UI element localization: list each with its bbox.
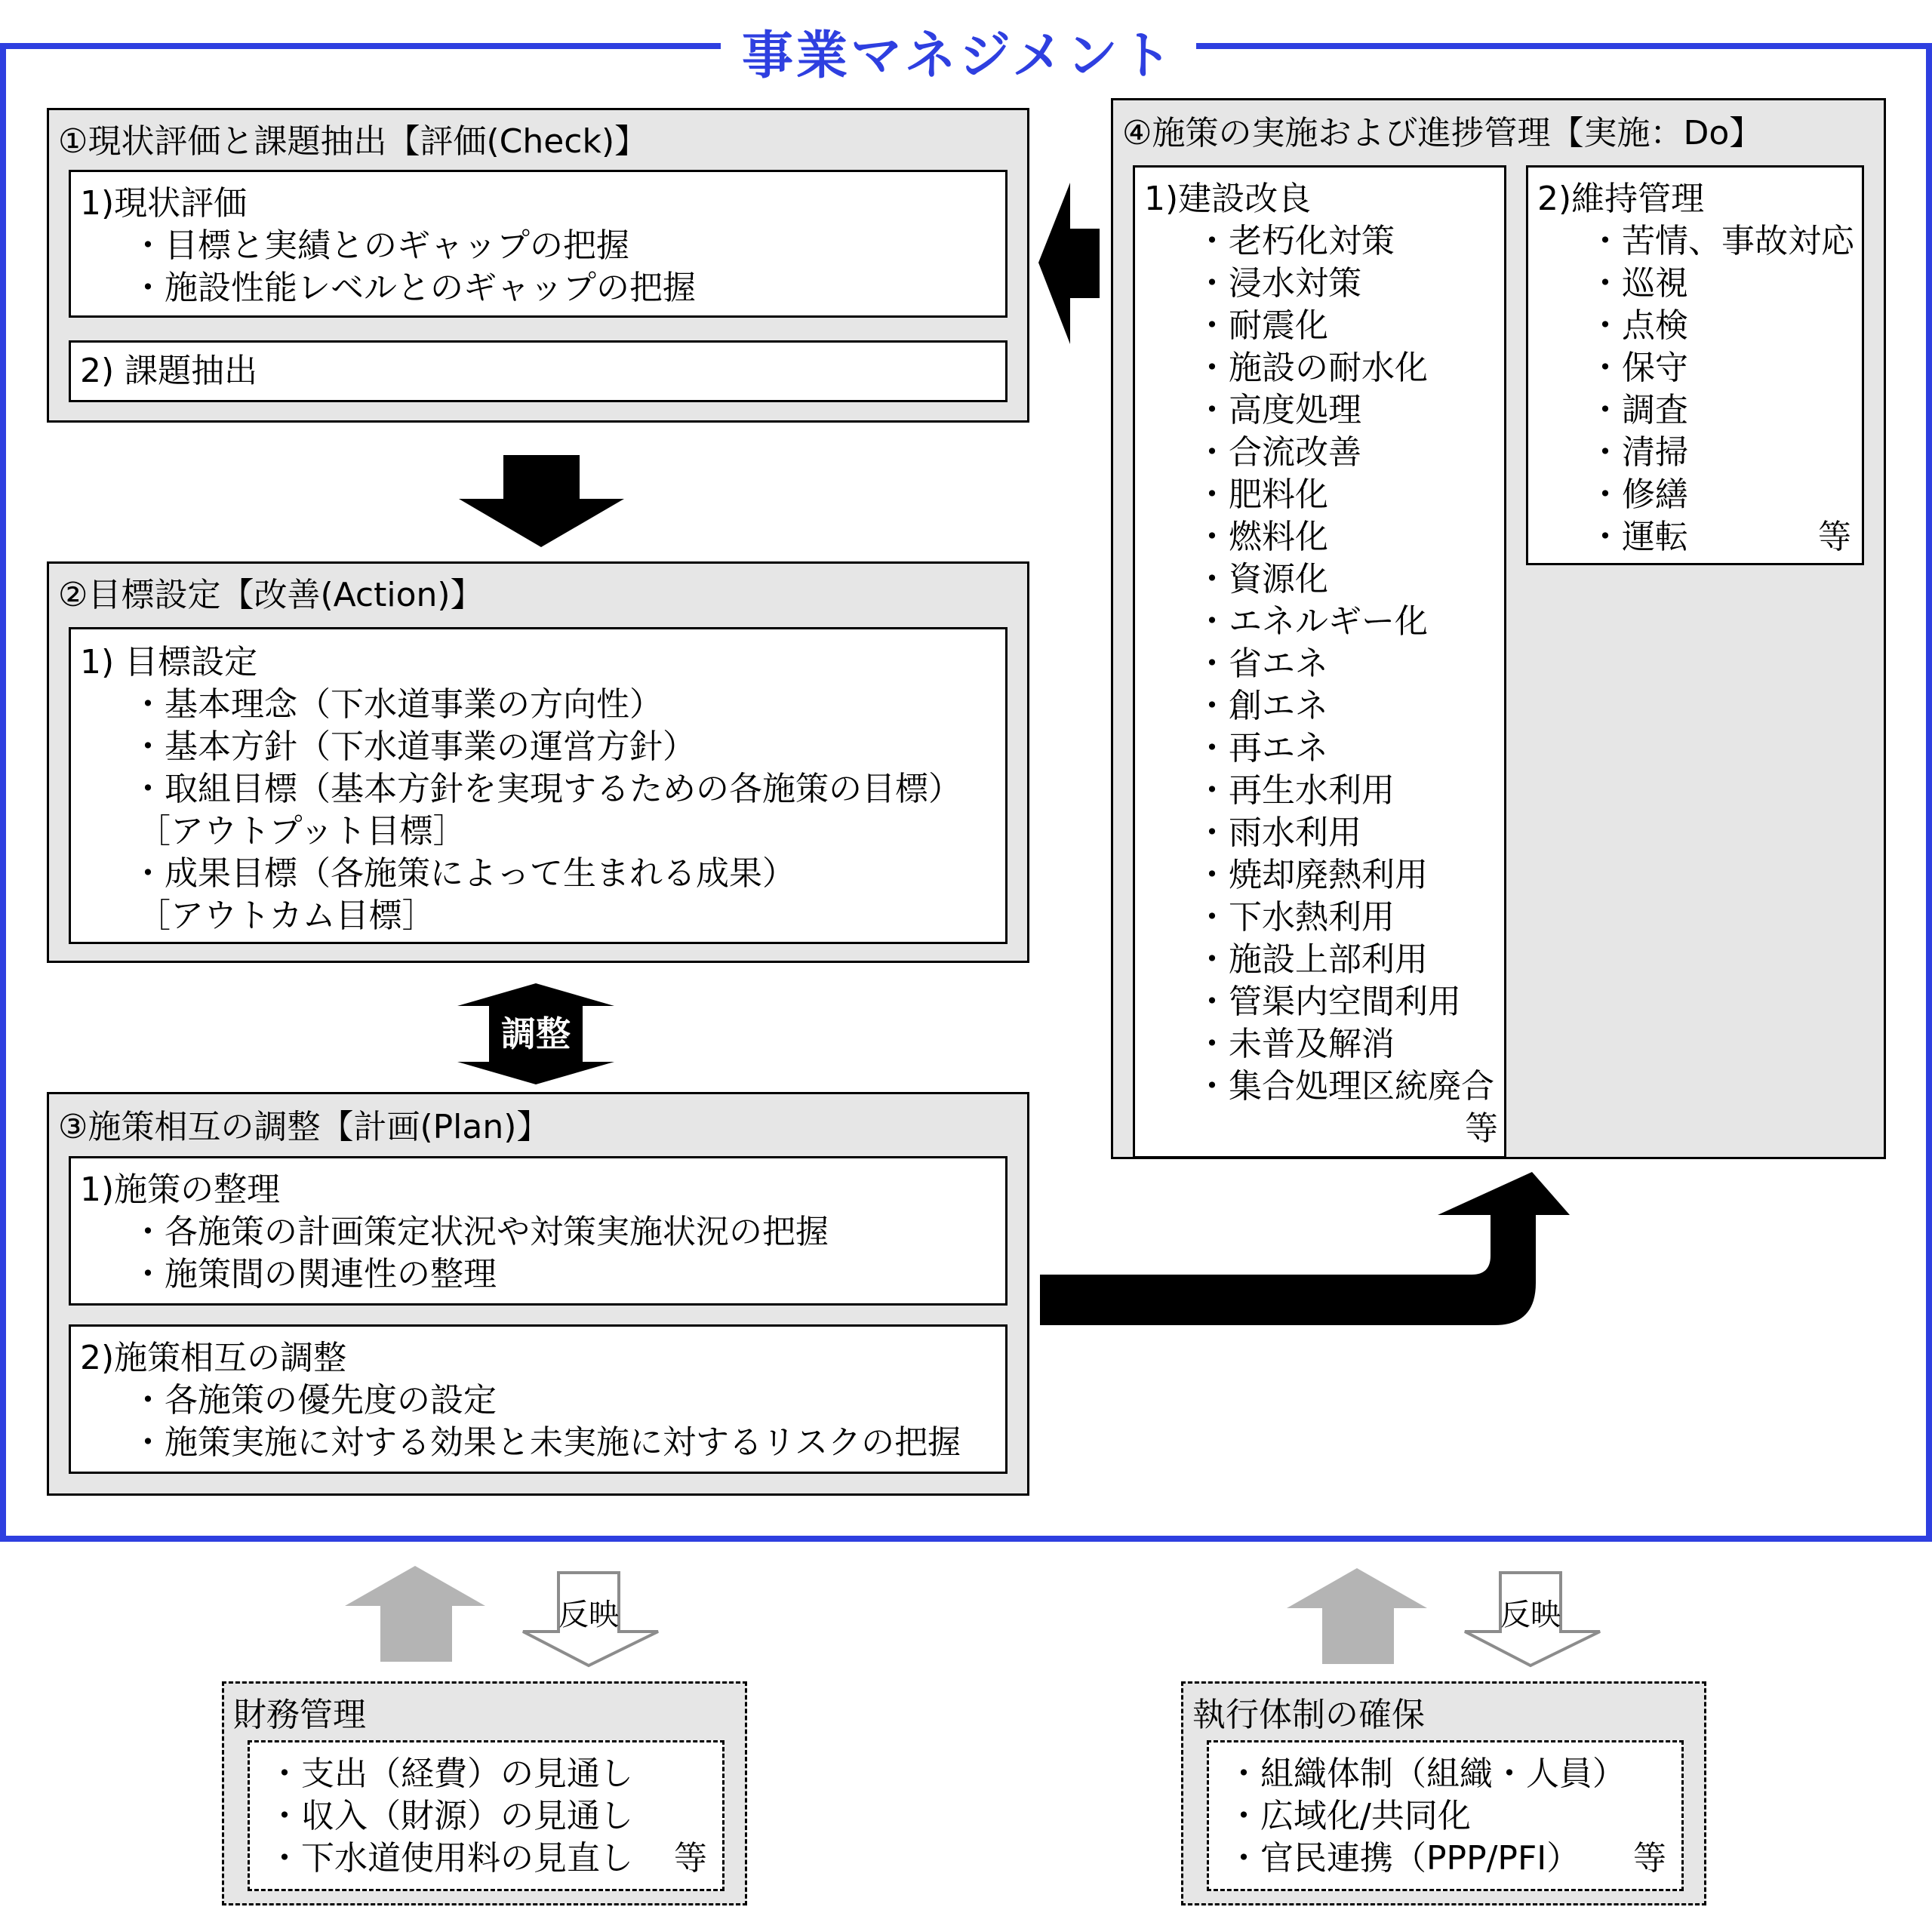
goal-setting-heading: 1) 目標設定 [80,643,258,681]
etc-label: 等 [674,1839,707,1878]
list-item: ・巡視 [1589,264,1688,303]
list-item: ・施策間の関連性の整理 [131,1255,497,1293]
list-item: ・老朽化対策 [1195,222,1395,260]
list-item: ・苦情、事故対応 [1589,222,1854,260]
list-item: ・取組目標（基本方針を実現するための各施策の目標） [131,770,961,808]
organization-box [1207,1740,1684,1891]
list-item: ・省エネ [1195,644,1328,683]
list-item: ・焼却廃熱利用 [1195,856,1428,894]
organization-panel [1181,1681,1706,1905]
reflect-label-right: 反映 [1500,1598,1561,1632]
measure-organize-box [69,1156,1008,1306]
etc-label: 等 [1465,1109,1498,1148]
construction-box [1133,165,1506,1158]
list-item: ・雨水利用 [1195,814,1361,852]
current-evaluation-heading: 1)現状評価 [80,184,248,223]
finance-panel [222,1681,747,1905]
list-item: ・資源化 [1195,560,1328,598]
list-item: ・目標と実績とのギャップの把握 [131,226,629,265]
list-item: ・支出（経費）の見通し [268,1755,633,1793]
list-item: ・成果目標（各施策によって生まれる成果） [131,854,795,893]
list-item: ・下水道使用料の見直し [268,1839,633,1878]
list-item: ・運転 [1589,518,1688,556]
list-item: ・保守 [1589,349,1688,387]
list-item: ・清掃 [1589,433,1688,472]
maintenance-box [1526,165,1864,565]
plan-panel-title: ③施策相互の調整【計画(Plan)】 [58,1108,550,1146]
finance-title: 財務管理 [233,1696,366,1734]
list-item: ・収入（財源）の見通し [268,1797,633,1835]
up-arrow-icon [1286,1568,1428,1665]
list-item: ・耐震化 [1195,306,1328,345]
down-arrow-icon [457,455,626,548]
check-panel [47,108,1029,423]
action-panel [47,561,1029,963]
page-title: 事業マネジメント [742,26,1175,86]
list-item: ・再生水利用 [1195,771,1395,810]
list-item: ・高度処理 [1195,391,1361,429]
list-item: ・広域化/共同化 [1227,1797,1471,1835]
etc-label: 等 [1818,518,1851,556]
measure-adjust-box [69,1324,1008,1474]
action-panel-title: ②目標設定【改善(Action)】 [58,576,484,614]
list-item: ・施策実施に対する効果と未実施に対するリスクの把握 [131,1423,961,1462]
list-item: ・基本理念（下水道事業の方向性） [131,685,663,724]
list-item: ［アウトカム目標］ [137,897,435,935]
organization-title: 執行体制の確保 [1192,1696,1425,1734]
list-item: ・調査 [1589,391,1688,429]
list-item: ・合流改善 [1195,433,1361,472]
list-item: ・施設性能レベルとのギャップの把握 [131,269,696,307]
list-item: ・点検 [1589,306,1688,345]
list-item: ・管渠内空間利用 [1195,983,1461,1021]
list-item: ・組織体制（組織・人員） [1227,1755,1626,1793]
measure-adjust-heading: 2)施策相互の調整 [80,1339,347,1377]
list-item: ・浸水対策 [1195,264,1361,303]
check-panel-title: ①現状評価と課題抽出【評価(Check)】 [58,122,648,161]
list-item: ・基本方針（下水道事業の運営方針） [131,727,696,766]
maintenance-heading: 2)維持管理 [1537,180,1705,218]
etc-label: 等 [1633,1839,1666,1878]
list-item: ・集合処理区統廃合 [1195,1067,1494,1106]
issue-extraction-box [69,340,1008,402]
current-evaluation-box [69,170,1008,318]
list-item: ・官民連携（PPP/PFI） [1227,1839,1580,1878]
do-panel-title: ④施策の実施および進捗管理【実施：Do】 [1122,114,1763,152]
list-item: ・肥料化 [1195,475,1328,514]
finance-box [248,1740,724,1891]
goal-setting-box [69,627,1008,944]
reflect-label-left: 反映 [558,1598,619,1632]
plan-panel [47,1092,1029,1496]
issue-extraction-heading: 2) 課題抽出 [80,352,258,390]
list-item: ・施設上部利用 [1195,940,1428,979]
list-item: ・燃料化 [1195,518,1328,556]
list-item: ・未普及解消 [1195,1025,1395,1063]
list-item: ［アウトプット目標］ [137,812,466,850]
measure-organize-heading: 1)施策の整理 [80,1170,281,1209]
list-item: ・創エネ [1195,687,1328,725]
up-arrow-icon [344,1566,486,1662]
list-item: ・各施策の優先度の設定 [131,1381,497,1419]
list-item: ・修繕 [1589,475,1688,514]
left-arrow-icon [1038,181,1100,347]
list-item: ・施設の耐水化 [1195,349,1428,387]
adjust-label: 調整 [501,1013,571,1054]
list-item: ・再エネ [1195,729,1328,767]
list-item: ・下水熱利用 [1195,898,1395,937]
list-item: ・エネルギー化 [1195,602,1428,641]
construction-heading: 1)建設改良 [1144,180,1312,218]
curved-arrow-icon [1034,1166,1574,1328]
do-panel [1111,98,1886,1159]
list-item: ・各施策の計画策定状況や対策実施状況の把握 [131,1213,829,1251]
